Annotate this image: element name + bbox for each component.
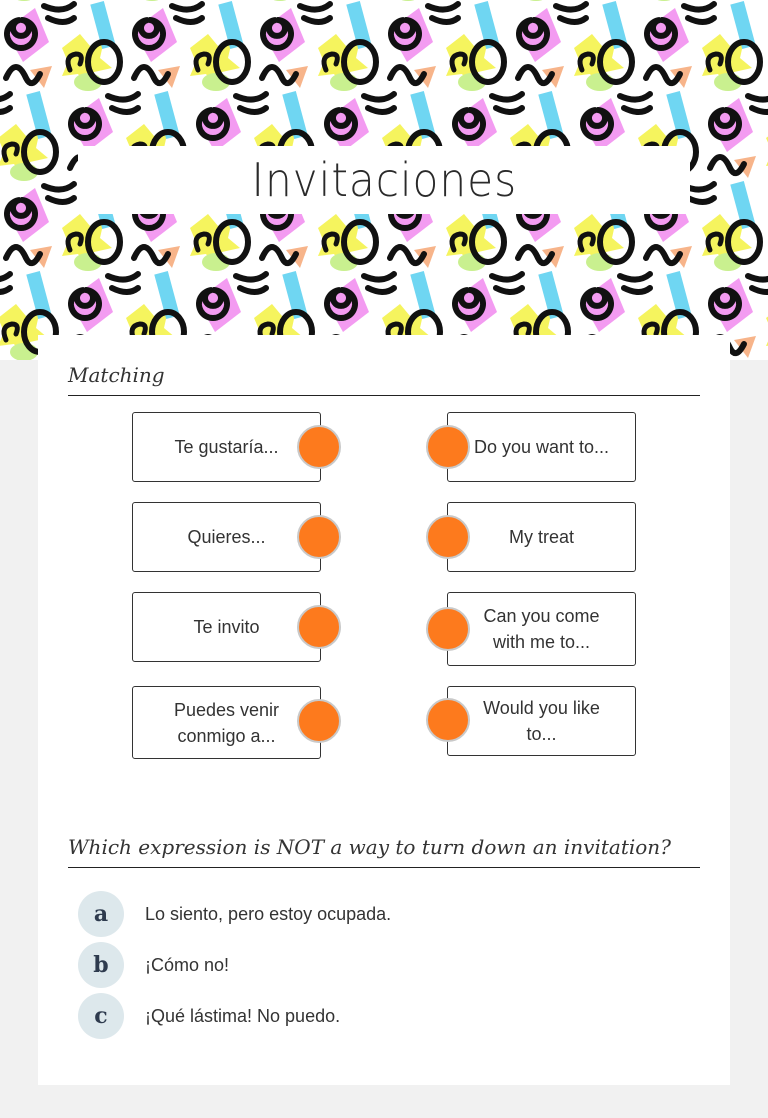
activity-card — [38, 335, 730, 1085]
option-letter: c — [78, 993, 124, 1039]
right-item-1[interactable] — [447, 412, 636, 482]
option-a[interactable] — [78, 891, 391, 937]
right-item-label: Can you come with me to... — [483, 606, 600, 652]
left-item-4[interactable] — [132, 686, 321, 759]
option-b[interactable] — [78, 942, 229, 988]
left-item-label: Puedes venir conmigo a... — [173, 699, 280, 746]
left-connector-dot-2[interactable] — [297, 515, 341, 559]
option-letter: b — [78, 942, 124, 988]
right-item-4[interactable] — [447, 686, 636, 756]
right-item-2[interactable] — [447, 502, 636, 572]
left-item-label: Te invito — [193, 617, 260, 637]
header-banner — [0, 0, 768, 360]
title-box — [78, 146, 690, 214]
right-connector-dot-2[interactable] — [426, 515, 470, 559]
option-text: Lo siento, pero estoy ocupada. — [145, 903, 392, 924]
right-item-label: Would you like to... — [483, 698, 600, 744]
left-item-3[interactable] — [132, 592, 321, 662]
page-title: Invitaciones — [251, 153, 517, 207]
right-connector-dot-3[interactable] — [426, 607, 470, 651]
left-item-2[interactable] — [132, 502, 321, 572]
option-text: ¡Cómo no! — [145, 954, 230, 975]
option-letter: a — [78, 891, 124, 937]
left-item-label: Quieres... — [187, 527, 266, 547]
option-c[interactable] — [78, 993, 340, 1039]
right-item-label: Do you want to... — [473, 437, 610, 457]
left-connector-dot-4[interactable] — [297, 699, 341, 743]
question-prompt: Which expression is NOT a way to turn down an invitation? — [68, 835, 700, 868]
left-item-1[interactable] — [132, 412, 321, 482]
matching-heading: Matching — [68, 363, 700, 396]
left-connector-dot-3[interactable] — [297, 605, 341, 649]
right-item-3[interactable] — [447, 592, 636, 666]
option-text: ¡Qué lástima! No puedo. — [145, 1005, 341, 1026]
left-connector-dot-1[interactable] — [297, 425, 341, 469]
right-connector-dot-1[interactable] — [426, 425, 470, 469]
right-item-label: My treat — [508, 527, 574, 547]
right-connector-dot-4[interactable] — [426, 698, 470, 742]
left-item-label: Te gustaría... — [174, 437, 279, 457]
